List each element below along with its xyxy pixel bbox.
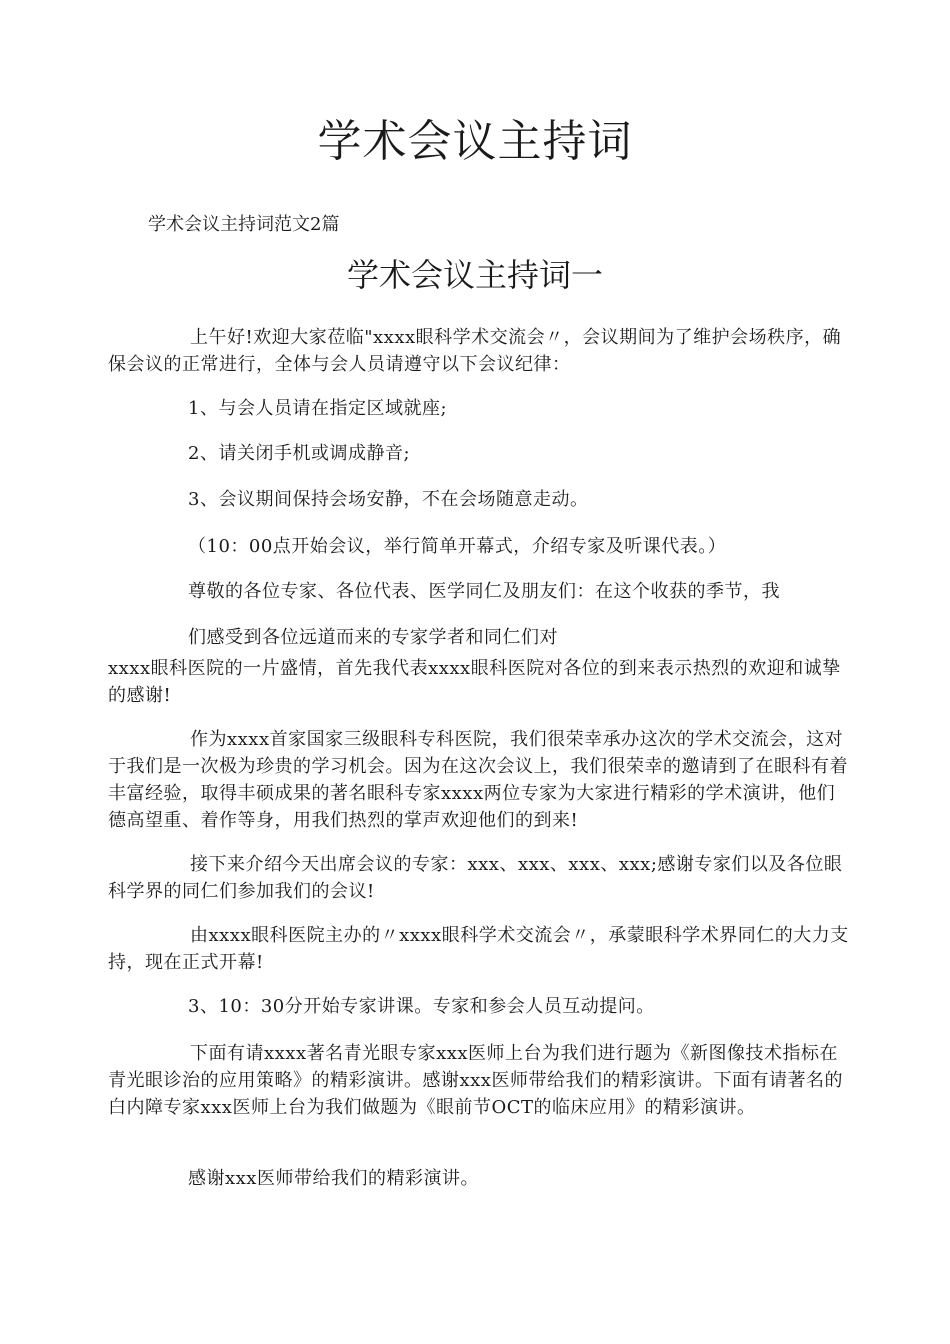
document-title: 学术会议主持词 [317,116,633,167]
rule-item-2: 2、请关闭手机或调成静音; [188,443,411,464]
section-title: 学术会议主持词一 [346,256,603,294]
paragraph-thanks: 感谢xxx医师带给我们的精彩演讲。 [188,1168,479,1189]
schedule-note-opening: （10：00点开始会议，举行简单开幕式，介绍专家及听课代表。） [188,536,727,557]
paragraph-greeting-line2: 们感受到各位远道而来的专家学者和同仁们对 [188,627,558,648]
paragraph-opening: 由xxxx眼科医院主办的〃xxxx眼科学术交流会〃，承蒙眼科学术界同仁的大力支持，现在正式开幕! [108,925,849,973]
paragraph-greeting-rest: xxxx眼科医院的一片盛情，首先我代表xxxx眼科医院对各位的到来表示热烈的欢迎和诚挚的感谢! [108,658,841,706]
document-subtitle: 学术会议主持词范文2篇 [148,214,340,235]
rule-item-1: 1、与会人员请在指定区域就座; [188,398,448,419]
schedule-note-lecture: 3、10：30分开始专家讲课。专家和参会人员互动提问。 [188,996,655,1017]
paragraph-welcome: 上午好!欢迎大家莅临"xxxx眼科学术交流会〃，会议期间为了维护会场秩序，确保会议的正常进行，全体与会人员请遵守以下会议纪律： [108,327,842,375]
paragraph-experts: 接下来介绍今天出席会议的专家：xxx、xxx、xxx、xxx;感谢专家们以及各位眼科学界的同仁们参加我们的会议! [108,854,843,902]
paragraph-greeting-line1: 尊敬的各位专家、各位代表、医学同仁及朋友们：在这个收获的季节，我 [188,581,780,602]
paragraph-host-intro: 作为xxxx首家国家三级眼科专科医院，我们很荣幸承办这次的学术交流会，这对于我们是一次极为珍贵的学习机会。因为在这次会议上，我们很荣幸的邀请到了在眼科有着丰富经验，取得丰硕成果的著名眼科专家xxxx两位专家为大家进行精彩的学术演讲，他们德高望重、着作等身，用我们热烈的掌声欢迎他们的到来! [108,729,848,831]
rule-item-3: 3、会议期间保持会场安静，不在会场随意走动。 [188,489,589,510]
paragraph-lectures: 下面有请xxxx著名青光眼专家xxx医师上台为我们进行题为《新图像技术指标在青光眼诊治的应用策略》的精彩演讲。感谢xxx医师带给我们的精彩演讲。下面有请著名的白内障专家xxx医师上台为我们做题为《眼前节OCT的临床应用》的精彩演讲。 [108,1043,843,1118]
